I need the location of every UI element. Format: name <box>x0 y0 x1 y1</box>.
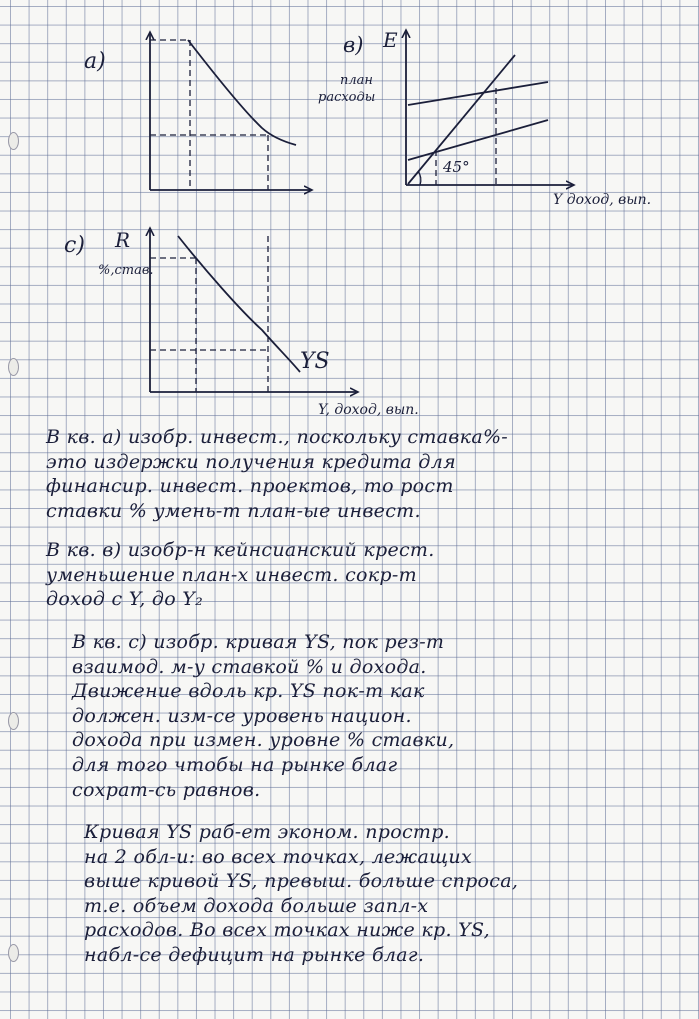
note-line: сохрат-сь равнов. <box>72 778 261 801</box>
note-line: Движение вдоль кр. YS пок-т как <box>72 680 425 703</box>
note-line: уменьшение план-х инвест. сокр-т <box>46 563 417 586</box>
note-paragraph <box>84 820 518 968</box>
note-line: должен. изм-се уровень национ. <box>72 704 412 727</box>
graph-b-expenditure-line-2 <box>408 120 548 160</box>
graph-a-label: а) <box>84 49 106 74</box>
note-paragraph <box>72 630 454 802</box>
graph-b-angle-label: 45° <box>443 158 470 176</box>
note-line: В кв. а) изобр. инвест., поскольку ставка%- <box>46 426 509 448</box>
graph-c-y-axis-sublabel: %,став. <box>98 263 154 278</box>
graph-b <box>318 28 651 208</box>
note-line: на 2 обл-и: во всех точках, лежащих <box>84 845 472 868</box>
binder-hole <box>8 712 19 730</box>
graph-a <box>84 32 312 190</box>
graph-b-angle-arc <box>418 171 421 185</box>
note-paragraph <box>46 425 508 523</box>
note-line: выше кривой YS, превыш. больше спроса, <box>84 870 519 893</box>
note-paragraph <box>46 538 435 612</box>
graph-b-y-axis-label: E <box>383 28 398 52</box>
note-line: В кв. в) изобр-н кейнсианский крест. <box>46 539 435 561</box>
graphs-sketch <box>0 0 699 440</box>
graph-b-line-label-2: расходы <box>318 90 376 105</box>
note-line: дохода при измен. уровне % ставки, <box>72 729 455 752</box>
graph-c-y-axis-label: R <box>115 228 131 252</box>
graph-b-x-axis-label: Y доход, вып. <box>553 192 652 208</box>
note-line: финансир. инвест. проектов, то рост <box>46 475 454 498</box>
note-line: доход с Y, до Y₂ <box>46 588 204 611</box>
binder-hole <box>8 944 19 962</box>
graph-b-label: в) <box>343 33 364 57</box>
graph-c-x-axis-label: Y, доход, вып. <box>318 402 419 418</box>
graph-b-line-label-1: план <box>340 73 373 88</box>
note-line: т.е. объем дохода больше запл-х <box>84 894 429 917</box>
note-line: Кривая YS раб-ет эконом. простр. <box>84 821 451 843</box>
graph-b-expenditure-line-1 <box>408 82 548 105</box>
graph-c-curve-label: YS <box>300 349 330 374</box>
graph-c-label: с) <box>64 233 85 258</box>
note-line: ставки % умень-т план-ые инвест. <box>46 499 421 522</box>
note-line: В кв. с) изобр. кривая YS, пок рез-т <box>72 631 445 653</box>
graph-a-investment-curve <box>188 40 296 145</box>
note-line: взаимод. м-у ставкой % и дохода. <box>72 655 427 678</box>
note-line: расходов. Во всех точках ниже кр. YS, <box>84 919 490 942</box>
note-line: для того чтобы на рынке благ <box>72 753 398 776</box>
note-line: набл-се дефицит на рынке благ. <box>84 943 425 966</box>
note-line: это издержки получения кредита для <box>46 450 456 473</box>
graph-c <box>64 228 419 418</box>
